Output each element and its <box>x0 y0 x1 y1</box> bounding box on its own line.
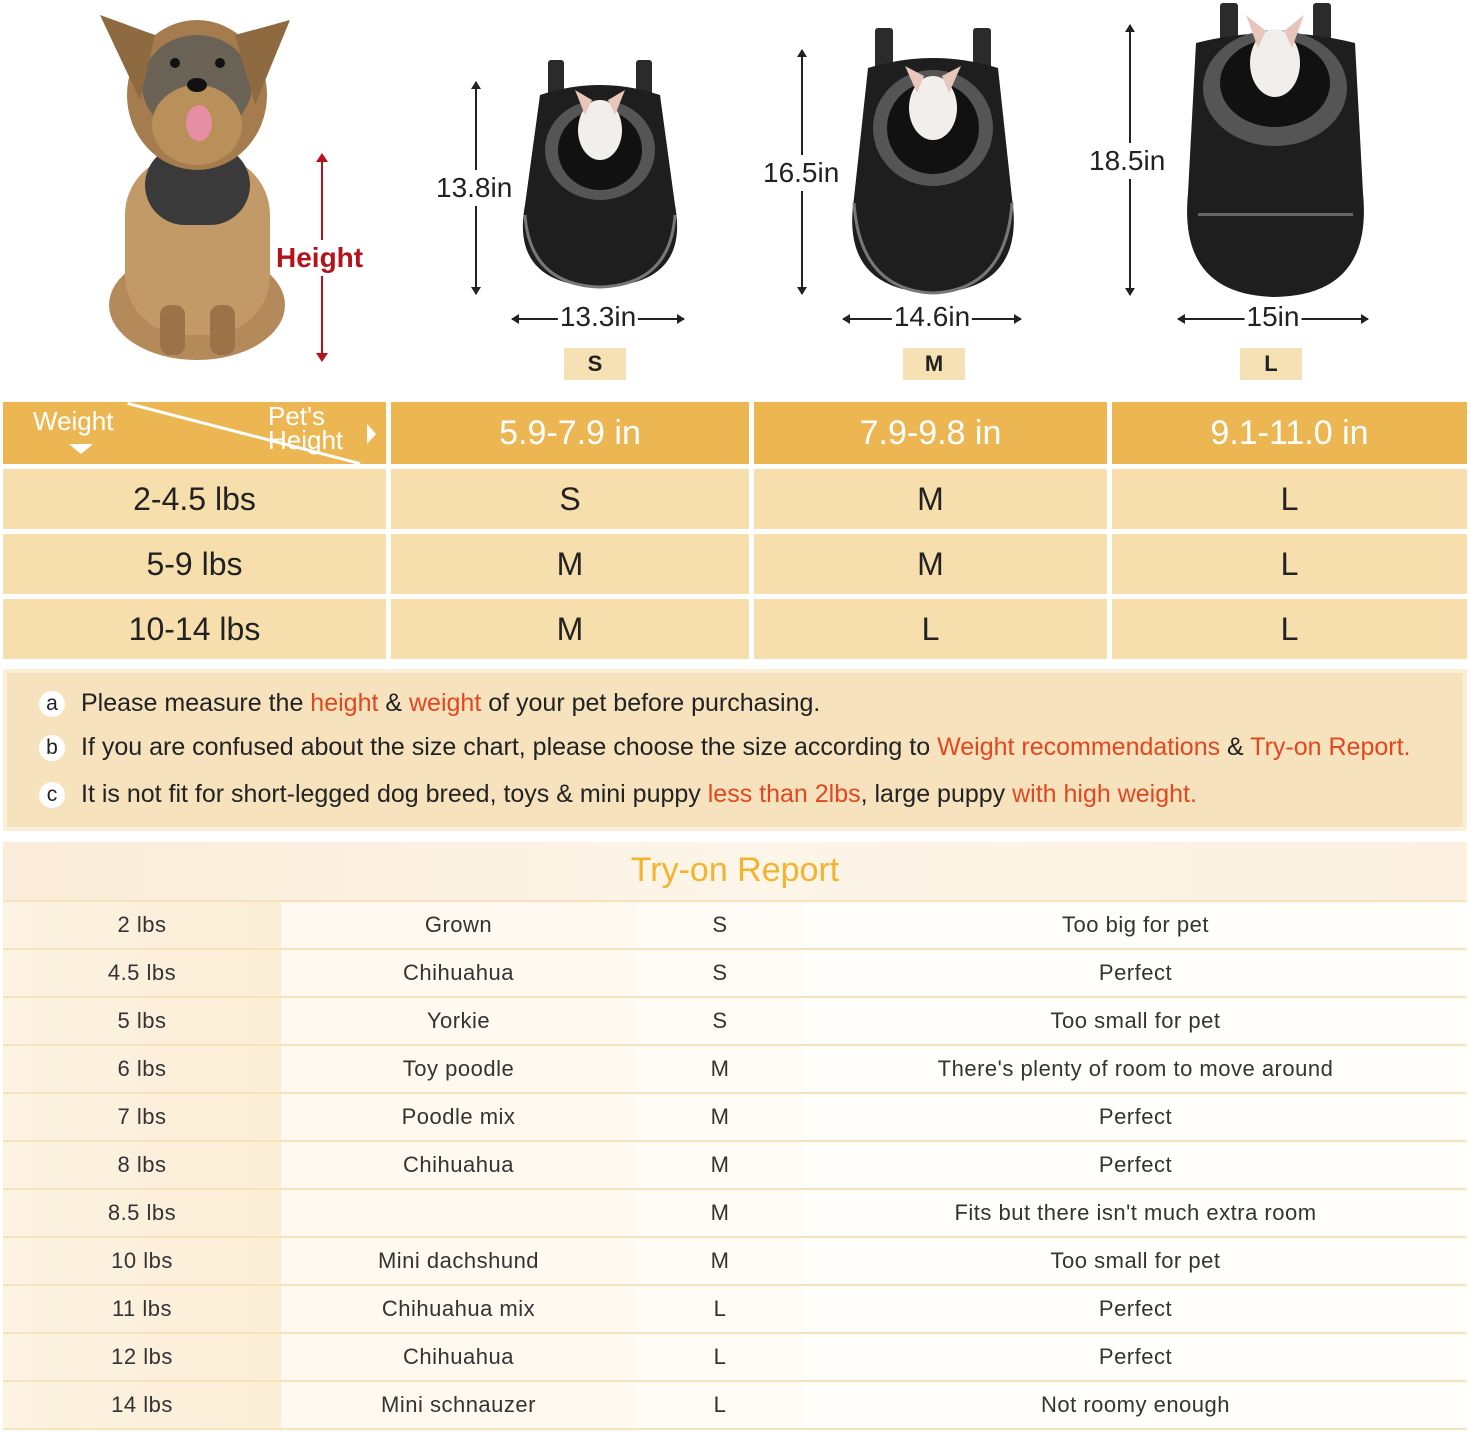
pet-weight-cell: 10 lbs <box>3 1238 281 1284</box>
size-chart-table <box>3 402 1467 664</box>
report-row <box>3 1046 1467 1094</box>
report-row <box>3 1190 1467 1238</box>
report-row <box>3 1286 1467 1334</box>
fit-result-cell: Fits but there isn't much extra room <box>804 1190 1467 1236</box>
size-cell: L <box>1112 599 1467 659</box>
breed-cell: Chihuahua <box>281 1142 636 1188</box>
pet-weight-cell: 8 lbs <box>3 1142 281 1188</box>
report-row <box>3 1094 1467 1142</box>
size-s-height-label: 13.8in <box>436 170 512 206</box>
breed-cell: Poodle mix <box>281 1094 636 1140</box>
yorkie-dog-image <box>95 5 300 360</box>
size-cell: L <box>1112 469 1467 529</box>
size-cell: S <box>391 469 749 529</box>
weight-range-cell: 10-14 lbs <box>3 599 386 659</box>
breed-cell: Chihuahua mix <box>281 1286 636 1332</box>
report-row <box>3 998 1467 1046</box>
size-s-width-label: 13.3in <box>559 301 637 332</box>
report-row <box>3 1142 1467 1190</box>
note-text: If you are confused about the size chart, please choose the size according to Weight recommendations & Try-on Report. <box>81 733 1411 761</box>
size-s-width-arrow <box>512 301 684 332</box>
size-s-badge: S <box>564 348 626 380</box>
column-header: 9.1-11.0 in <box>1112 402 1467 464</box>
breed-cell: Mini dachshund <box>281 1238 636 1284</box>
sizing-notes-panel <box>3 669 1467 831</box>
pet-weight-cell: 6 lbs <box>3 1046 281 1092</box>
size-chart-header-row <box>3 402 1467 464</box>
report-row <box>3 1238 1467 1286</box>
note-text: It is not fit for short-legged dog breed, toys & mini puppy less than 2lbs, large puppy with high weight. <box>81 780 1197 808</box>
size-m-badge: M <box>903 348 965 380</box>
size-l-width-label: 15in <box>1246 301 1300 332</box>
product-illustration <box>0 0 1470 400</box>
caret-down-icon <box>69 444 93 454</box>
size-m-height-label: 16.5in <box>763 155 839 191</box>
fit-result-cell: Too small for pet <box>804 1238 1467 1284</box>
pet-height-label: Height <box>276 240 363 276</box>
note-b <box>39 733 1410 762</box>
note-badge-c: c <box>39 782 65 808</box>
size-cell: L <box>1112 534 1467 594</box>
report-row <box>3 1334 1467 1382</box>
size-cell: M <box>754 469 1107 529</box>
pet-weight-cell: 7 lbs <box>3 1094 281 1140</box>
size-cell: L <box>636 1286 804 1332</box>
size-l-height-label: 18.5in <box>1089 143 1165 179</box>
backpack-l-image <box>1178 3 1373 300</box>
fit-result-cell: Perfect <box>804 1142 1467 1188</box>
fit-result-cell: Not roomy enough <box>804 1382 1467 1428</box>
pet-weight-cell: 2 lbs <box>3 902 281 948</box>
breed-cell: Chihuahua <box>281 950 636 996</box>
size-cell: M <box>636 1094 804 1140</box>
size-chart-row <box>3 469 1467 529</box>
breed-cell: Toy poodle <box>281 1046 636 1092</box>
note-text: Please measure the height & weight of your pet before purchasing. <box>81 689 821 717</box>
size-cell: S <box>636 950 804 996</box>
pet-weight-cell: 12 lbs <box>3 1334 281 1380</box>
fit-result-cell: Too big for pet <box>804 902 1467 948</box>
fit-result-cell: Perfect <box>804 1334 1467 1380</box>
note-c <box>39 780 1197 809</box>
weight-range-cell: 2-4.5 lbs <box>3 469 386 529</box>
fit-result-cell: Perfect <box>804 1094 1467 1140</box>
breed-cell: Chihuahua <box>281 1334 636 1380</box>
size-l-badge: L <box>1240 348 1302 380</box>
breed-cell: Grown <box>281 902 636 948</box>
report-row <box>3 1382 1467 1430</box>
size-cell: M <box>391 599 749 659</box>
size-cell: M <box>754 534 1107 594</box>
note-badge-b: b <box>39 735 65 761</box>
size-chart-row <box>3 534 1467 594</box>
fit-result-cell: Perfect <box>804 1286 1467 1332</box>
column-header: 5.9-7.9 in <box>391 402 749 464</box>
try-on-report-rows <box>3 902 1467 1430</box>
size-cell: S <box>636 902 804 948</box>
size-chart-corner-cell <box>3 402 386 464</box>
weight-range-cell: 5-9 lbs <box>3 534 386 594</box>
size-cell: M <box>636 1238 804 1284</box>
backpack-m-image <box>840 28 1026 298</box>
note-badge-a: a <box>39 691 65 717</box>
pet-height-axis-label: Pet's Height <box>268 402 344 455</box>
size-chart-row <box>3 599 1467 659</box>
caret-right-icon <box>367 424 376 444</box>
pet-weight-cell: 5 lbs <box>3 998 281 1044</box>
note-a <box>39 689 820 718</box>
column-header: 7.9-9.8 in <box>754 402 1107 464</box>
pet-weight-cell: 4.5 lbs <box>3 950 281 996</box>
size-cell: S <box>636 998 804 1044</box>
weight-axis-label: Weight <box>33 406 114 436</box>
size-cell: M <box>636 1046 804 1092</box>
size-m-width-label: 14.6in <box>893 301 971 332</box>
size-cell: M <box>636 1190 804 1236</box>
size-cell: M <box>636 1142 804 1188</box>
size-cell: M <box>391 534 749 594</box>
breed-cell: Mini schnauzer <box>281 1382 636 1428</box>
try-on-report-title: Try-on Report <box>3 842 1467 902</box>
backpack-s-image <box>510 55 690 295</box>
report-row <box>3 950 1467 998</box>
pet-weight-cell: 14 lbs <box>3 1382 281 1428</box>
pet-weight-cell: 8.5 lbs <box>3 1190 281 1236</box>
fit-result-cell: Perfect <box>804 950 1467 996</box>
size-l-width-arrow <box>1178 301 1368 332</box>
report-row <box>3 902 1467 950</box>
fit-result-cell: There's plenty of room to move around <box>804 1046 1467 1092</box>
pet-weight-cell: 11 lbs <box>3 1286 281 1332</box>
size-cell: L <box>636 1382 804 1428</box>
breed-cell <box>281 1190 636 1236</box>
breed-cell: Yorkie <box>281 998 636 1044</box>
size-m-width-arrow <box>843 301 1021 332</box>
size-cell: L <box>636 1334 804 1380</box>
fit-result-cell: Too small for pet <box>804 998 1467 1044</box>
try-on-report-table <box>3 842 1467 1430</box>
size-cell: L <box>754 599 1107 659</box>
